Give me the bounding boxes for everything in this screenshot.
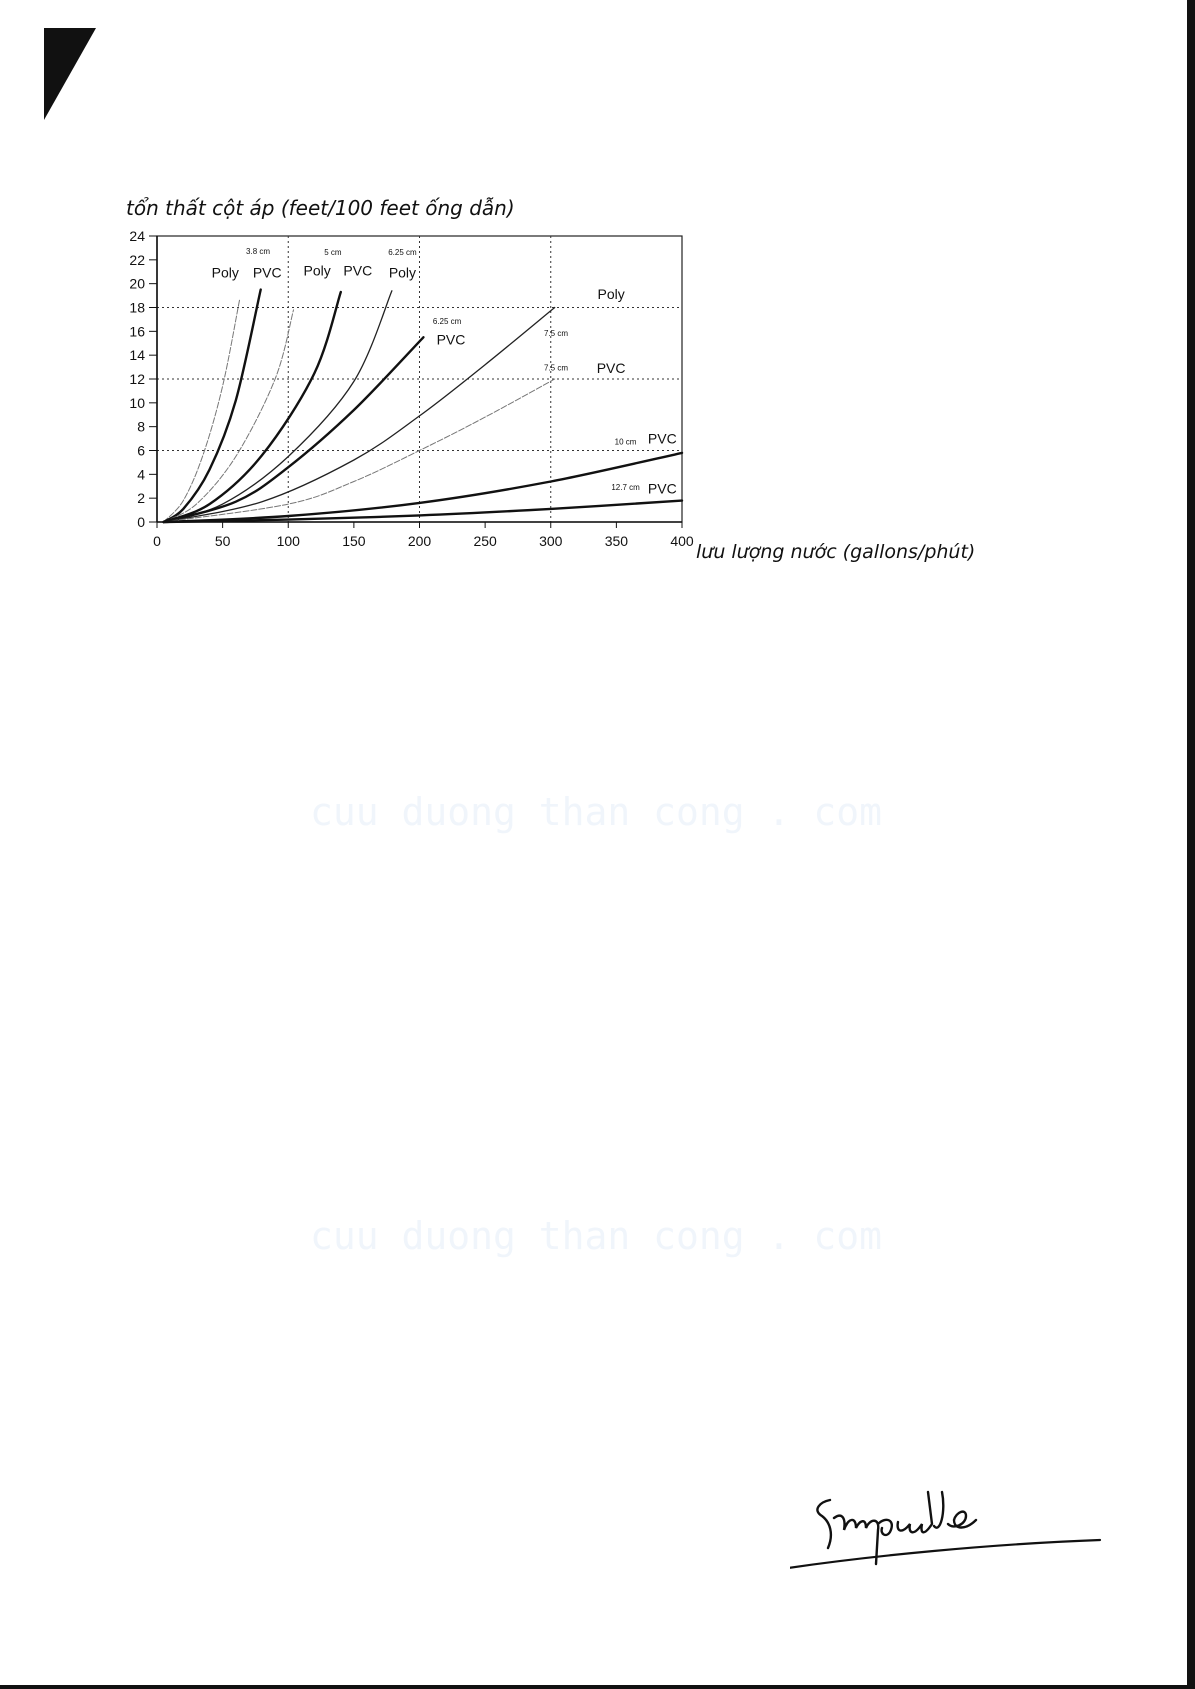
pipe-size-label: 7.5 cm (543, 363, 569, 373)
x-tick-label: 400 (670, 533, 694, 549)
x-tick-label: 100 (276, 533, 300, 549)
y-tick-label: 10 (129, 394, 145, 411)
scan-edge-right (1187, 0, 1195, 1689)
series-line (164, 337, 424, 522)
y-tick-label: 20 (129, 275, 145, 292)
y-tick-label: 0 (137, 514, 145, 530)
y-tick-label: 22 (129, 251, 145, 268)
pipe-size-label: 12.7 cm (611, 482, 640, 492)
y-tick-label: 12 (129, 371, 145, 387)
x-tick-label: 50 (214, 533, 231, 549)
watermark-text: cuu duong than cong . com (310, 790, 882, 834)
pipe-size-label: 6.25 cm (432, 317, 462, 327)
y-tick-label: 24 (129, 228, 145, 244)
chart-title: tổn thất cột áp (feet/100 feet ống dẫn) (126, 196, 515, 220)
pipe-size-label: 6.25 cm (388, 248, 417, 258)
head-loss-chart (0, 0, 700, 560)
x-tick-label: 300 (539, 533, 563, 549)
pipe-size-label: 7.5 cm (543, 329, 569, 339)
scan-edge-bottom (0, 1685, 1195, 1689)
pipe-material-label: PVC (436, 331, 466, 348)
pipe-material-label: Poly (388, 264, 417, 281)
pipe-size-label: 3.8 cm (246, 246, 271, 256)
pipe-material-label: PVC (252, 264, 282, 281)
y-tick-label: 4 (137, 466, 145, 483)
pipe-material-label: PVC (596, 360, 626, 377)
y-tick-label: 14 (129, 347, 145, 364)
pipe-size-label: 10 cm (614, 437, 637, 447)
x-tick-label: 150 (342, 533, 366, 549)
pipe-material-label: PVC (647, 430, 677, 447)
pipe-material-label: PVC (647, 480, 677, 497)
series-line (164, 308, 555, 523)
y-tick-label: 2 (137, 490, 145, 507)
pipe-material-label: Poly (303, 262, 331, 279)
handwritten-signature-icon (790, 1472, 1110, 1582)
y-tick-label: 6 (137, 442, 145, 459)
y-tick-label: 8 (137, 418, 145, 435)
y-tick-label: 16 (129, 323, 145, 340)
y-tick-label: 18 (129, 299, 145, 316)
pipe-material-label: Poly (211, 264, 239, 281)
series-line (164, 290, 261, 522)
watermark-text: cuu duong than cong . com (310, 1214, 882, 1258)
x-tick-label: 250 (473, 533, 497, 549)
x-axis-label: lưu lượng nước (gallons/phút) (696, 541, 976, 563)
x-tick-label: 350 (604, 533, 629, 549)
pipe-size-label: 5 cm (324, 248, 342, 258)
x-tick-label: 200 (407, 533, 432, 549)
pipe-material-label: PVC (343, 262, 373, 279)
pipe-material-label: Poly (597, 286, 625, 303)
x-tick-label: 0 (153, 533, 161, 549)
